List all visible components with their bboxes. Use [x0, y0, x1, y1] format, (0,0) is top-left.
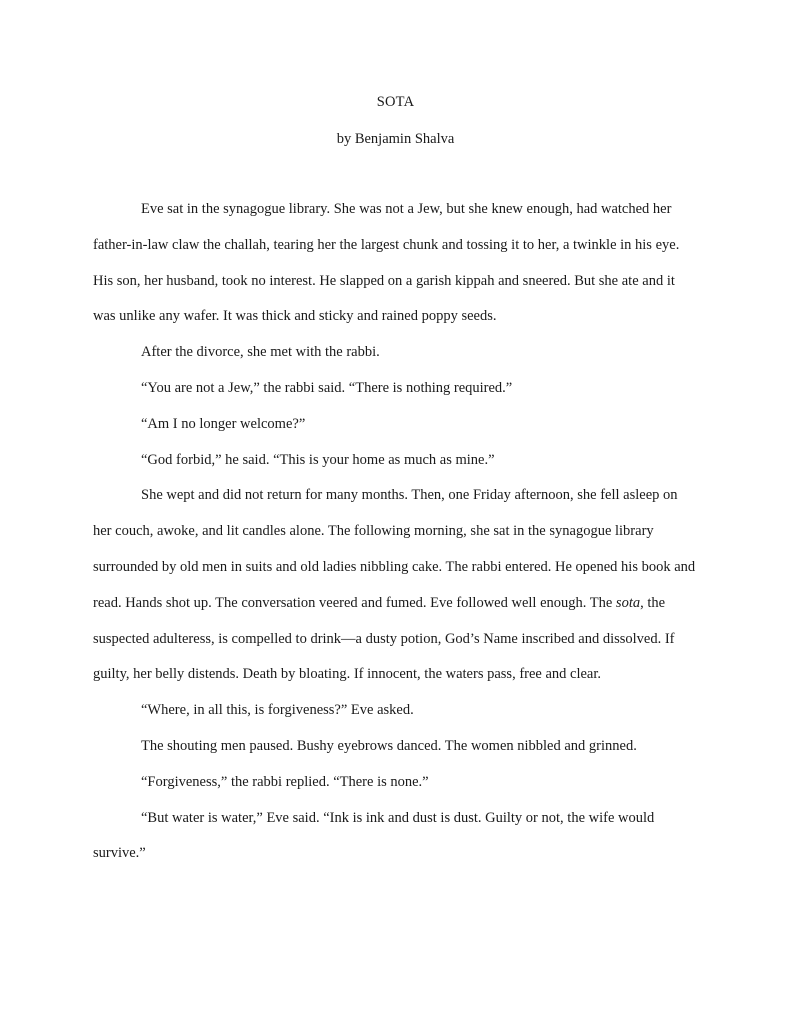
- document-byline: by Benjamin Shalva: [336, 131, 455, 147]
- paragraph-text: She wept and did not return for many months. Then, one Friday afternoon, she fell asleep on her couch, awoke, and lit candles alone. The following morning, she sat in the synagogue library surrounded by old men in suits and old ladies nibbling cake. The rabbi entered. He opened his book and read. Hands shot up. The conversation veered and fumed. Eve followed well enough. The: [93, 487, 696, 611]
- italic-term: sota: [615, 594, 641, 611]
- paragraph-text: After the divorce, she met with the rabbi.: [141, 344, 380, 361]
- paragraph-text: “God forbid,” he said. “This is your home as much as mine.”: [141, 451, 495, 468]
- paragraph: [93, 693, 697, 729]
- paragraph: [93, 407, 697, 443]
- paragraph-text: “Forgiveness,” the rabbi replied. “There is none.”: [141, 773, 429, 790]
- paragraph-text: “You are not a Jew,” the rabbi said. “There is nothing required.”: [141, 379, 513, 396]
- paragraph: [93, 192, 697, 335]
- paragraph-text: “Am I no longer welcome?”: [141, 415, 306, 432]
- document-title: SOTA: [376, 94, 415, 110]
- paragraph-text-continued: , the suspected adulteress, is compelled to drink—a dusty potion, God’s Name inscribed and dissolved. If guilty, her belly distends. Death by bloating. If innocent, the waters pass, free and clear.: [93, 594, 675, 683]
- story-body: [93, 192, 697, 872]
- paragraph: [93, 371, 697, 407]
- paragraph: [93, 729, 697, 765]
- paragraph-text: Eve sat in the synagogue library. She was not a Jew, but she knew enough, had watched her father-in-law claw the challah, tearing her the largest chunk and tossing it to her, a twinkle in his eye. His son, her husband, took no interest. He slapped on a garish kippah and sneered. But she ate and it was unlike any wafer. It was thick and sticky and rained poppy seeds.: [93, 201, 680, 325]
- paragraph-text: “But water is water,” Eve said. “Ink is ink and dust is dust. Guilty or not, the wife would survive.”: [93, 809, 655, 862]
- paragraph-text: The shouting men paused. Bushy eyebrows danced. The women nibbled and grinned.: [141, 737, 637, 754]
- paragraph: [93, 335, 697, 371]
- paragraph: [93, 801, 697, 873]
- paragraph: [93, 443, 697, 479]
- paragraph: [93, 765, 697, 801]
- paragraph-text: “Where, in all this, is forgiveness?” Eve asked.: [141, 702, 414, 719]
- paragraph: [93, 478, 697, 693]
